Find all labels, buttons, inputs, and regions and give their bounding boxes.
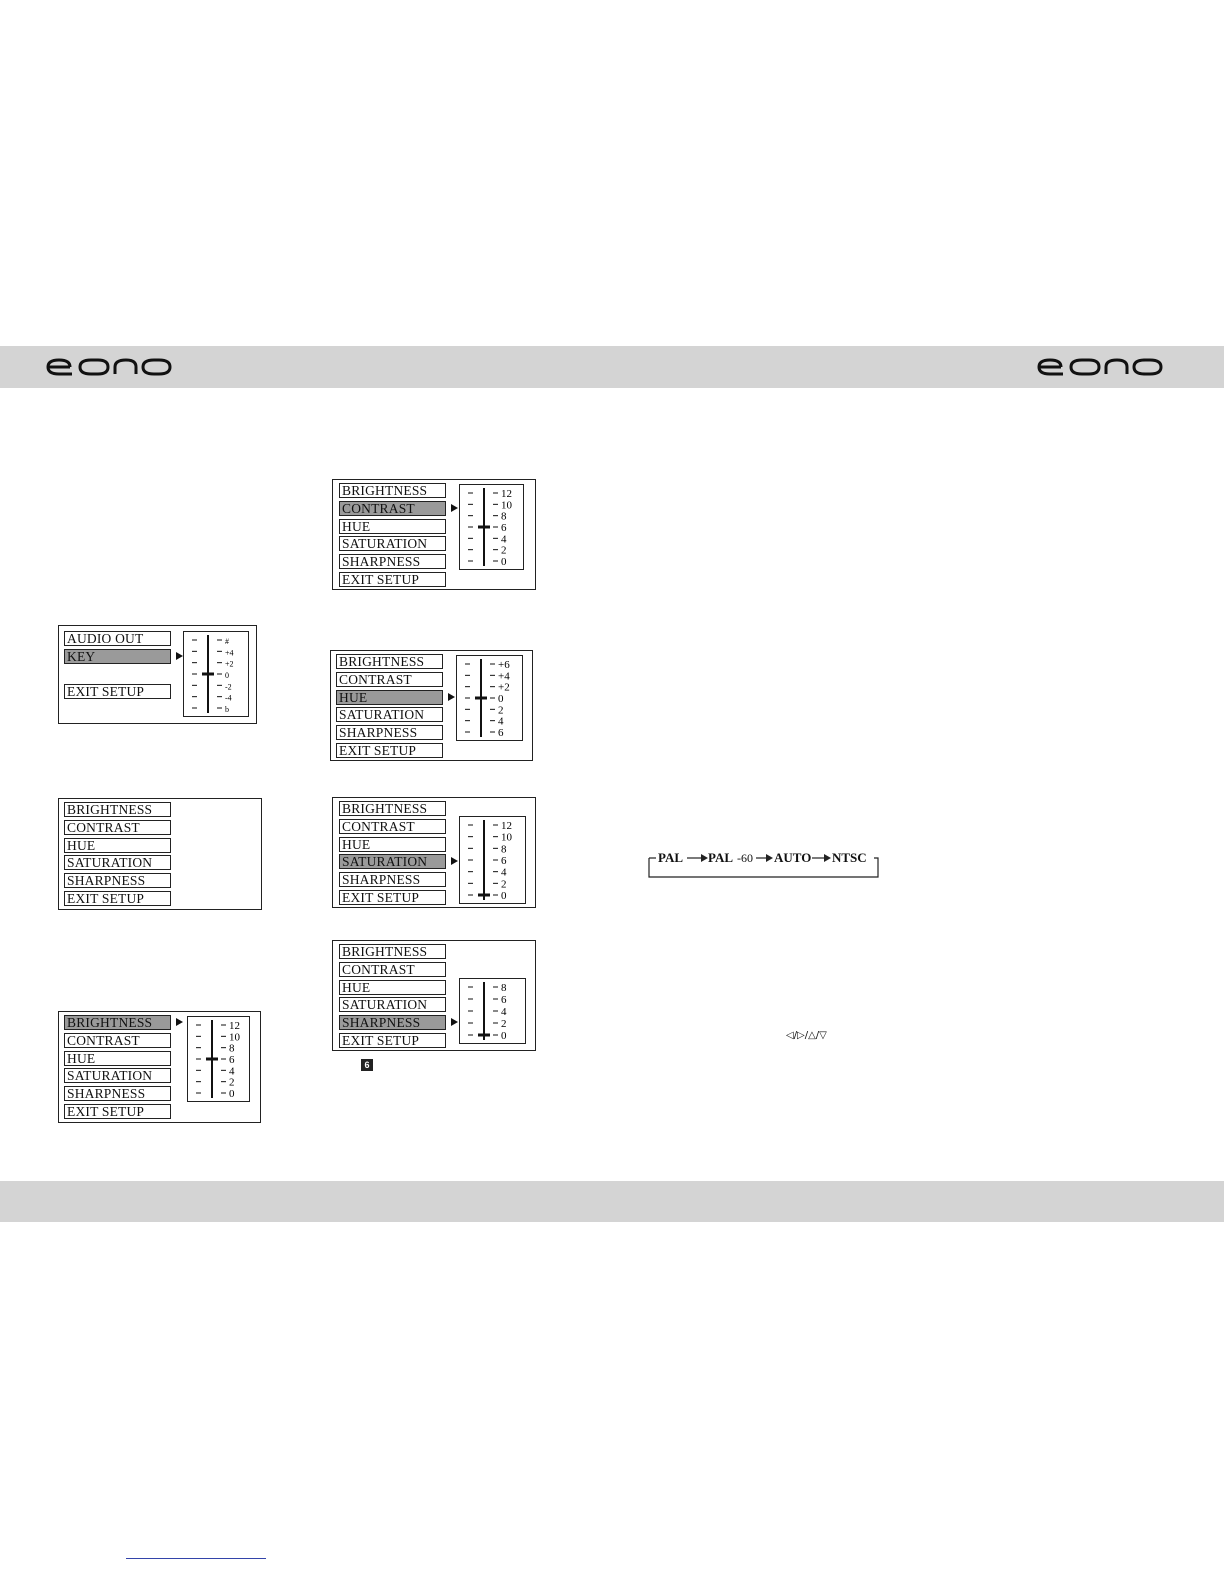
menu-item-exit-setup[interactable]: EXIT SETUP: [339, 572, 446, 587]
menu-item-brightness[interactable]: BRIGHTNESS: [339, 944, 446, 959]
saturation-menu-panel: [332, 797, 536, 908]
scale-label: 10: [229, 1031, 240, 1044]
selection-pointer-icon: [451, 857, 458, 865]
level-marker: [478, 526, 490, 529]
page-number-badge: 6: [361, 1059, 373, 1071]
menu-item-hue[interactable]: HUE: [339, 837, 446, 852]
scale-label: +2: [498, 681, 510, 694]
tv-system-flow: [648, 850, 880, 880]
menu-item-contrast[interactable]: CONTRAST: [339, 501, 446, 516]
flow-auto: AUTO: [774, 850, 812, 865]
scale-label: 10: [501, 831, 512, 844]
scale-label: 0: [229, 1088, 235, 1100]
scale-label: b: [225, 705, 229, 714]
menu-item-contrast[interactable]: CONTRAST: [339, 819, 446, 834]
scale-label: 0: [501, 1030, 507, 1042]
menu-item-exit-setup[interactable]: EXIT SETUP: [64, 1104, 171, 1119]
scale-label: 2: [501, 878, 507, 891]
arrow-right-icon: [766, 854, 773, 862]
selection-pointer-icon: [176, 652, 183, 660]
flow-pal: PAL: [658, 850, 684, 865]
scale-label: 8: [501, 510, 507, 523]
scale-label: 2: [498, 704, 504, 717]
audio-key-menu-panel: [58, 625, 257, 724]
menu-item-brightness[interactable]: BRIGHTNESS: [64, 802, 171, 817]
hue-menu-panel: [330, 650, 533, 761]
selection-pointer-icon: [451, 1018, 458, 1026]
menu-item-contrast[interactable]: CONTRAST: [339, 962, 446, 977]
scale-label: +6: [498, 659, 510, 671]
scale-label: 4: [501, 866, 507, 879]
selection-pointer-icon: [448, 693, 455, 701]
scale-label: 6: [229, 1054, 235, 1066]
brand-logo-left: [46, 358, 178, 376]
level-scale[interactable]: [456, 655, 523, 741]
scale-label: 6: [501, 855, 507, 867]
menu-item-hue[interactable]: HUE: [64, 838, 171, 853]
menu-item-brightness[interactable]: BRIGHTNESS: [336, 654, 443, 669]
brand-logo-right: [1037, 358, 1169, 376]
menu-item-saturation[interactable]: SATURATION: [339, 536, 446, 551]
scale-label: 12: [501, 820, 512, 832]
selection-pointer-icon: [176, 1018, 183, 1026]
selection-pointer-icon: [451, 504, 458, 512]
scale-label: 4: [229, 1065, 235, 1078]
level-scale[interactable]: [459, 978, 526, 1044]
scale-label: 2: [501, 544, 507, 557]
scale-label: 2: [229, 1076, 235, 1089]
menu-item-sharpness[interactable]: SHARPNESS: [339, 872, 446, 887]
menu-item-contrast[interactable]: CONTRAST: [64, 820, 171, 835]
scale-label: +4: [498, 670, 510, 683]
arrow-right-icon: [701, 854, 708, 862]
menu-item-sharpness[interactable]: SHARPNESS: [339, 554, 446, 569]
level-scale[interactable]: [187, 1016, 250, 1102]
scale-label: +4: [225, 648, 234, 658]
menu-item-saturation[interactable]: SATURATION: [339, 997, 446, 1012]
level-scale[interactable]: [183, 631, 249, 717]
scale-label: 0: [498, 693, 504, 705]
menu-item-exit-setup[interactable]: EXIT SETUP: [336, 743, 443, 758]
scale-label: 0: [501, 556, 507, 568]
navigation-arrows-icons: ◁/▷/△/▽: [786, 1030, 827, 1041]
level-marker: [478, 894, 490, 897]
scale-label: 8: [229, 1042, 235, 1055]
scale-label: 6: [501, 994, 507, 1006]
menu-item-hue[interactable]: HUE: [64, 1051, 171, 1066]
brand-text-left: eonon: [46, 358, 49, 359]
scale-label: +2: [225, 659, 234, 669]
brand-text-right: eonon: [1037, 358, 1040, 359]
bottom-link-underline: [126, 1558, 266, 1559]
menu-item-saturation[interactable]: SATURATION: [64, 855, 171, 870]
menu-item-contrast[interactable]: CONTRAST: [336, 672, 443, 687]
picture-menu-menu-panel: [58, 798, 262, 910]
menu-item-brightness[interactable]: BRIGHTNESS: [64, 1015, 171, 1030]
scale-label: 0: [501, 890, 507, 902]
scale-label: -2: [225, 682, 232, 692]
level-marker: [478, 1034, 490, 1037]
menu-item-sharpness[interactable]: SHARPNESS: [339, 1015, 446, 1030]
scale-label: #: [225, 637, 229, 646]
scale-label: 8: [501, 982, 507, 994]
flow-pal60: PAL: [708, 850, 734, 865]
scale-label: 12: [229, 1020, 240, 1032]
menu-item-sharpness[interactable]: SHARPNESS: [64, 1086, 171, 1101]
menu-item-brightness[interactable]: BRIGHTNESS: [339, 483, 446, 498]
scale-label: 4: [498, 715, 504, 728]
menu-item-hue[interactable]: HUE: [336, 690, 443, 705]
level-scale[interactable]: [459, 484, 524, 570]
scale-label: 12: [501, 488, 512, 500]
scale-label: 6: [501, 522, 507, 534]
level-marker: [475, 697, 487, 700]
menu-item-contrast[interactable]: CONTRAST: [64, 1033, 171, 1048]
scale-label: 6: [498, 727, 504, 739]
level-marker: [206, 1058, 218, 1061]
scale-label: 2: [501, 1018, 507, 1030]
arrow-right-icon: [824, 854, 831, 862]
menu-item-key[interactable]: KEY: [64, 649, 171, 664]
menu-item-exit-setup[interactable]: EXIT SETUP: [64, 684, 171, 699]
level-marker: [202, 673, 214, 676]
menu-item-sharpness[interactable]: SHARPNESS: [336, 725, 443, 740]
scale-label: 8: [501, 843, 507, 856]
menu-item-exit-setup[interactable]: EXIT SETUP: [339, 1033, 446, 1048]
scale-label: -4: [225, 693, 232, 703]
menu-item-saturation[interactable]: SATURATION: [336, 707, 443, 722]
scale-label: 4: [501, 533, 507, 546]
menu-item-hue[interactable]: HUE: [339, 519, 446, 534]
header-band: [0, 346, 1224, 388]
menu-item-exit-setup[interactable]: EXIT SETUP: [339, 890, 446, 905]
menu-item-hue[interactable]: HUE: [339, 980, 446, 995]
footer-band: [0, 1181, 1224, 1222]
menu-item-exit-setup[interactable]: EXIT SETUP: [64, 891, 171, 906]
scale-label: 0: [225, 671, 229, 680]
menu-item-audio-out[interactable]: AUDIO OUT: [64, 631, 171, 646]
menu-item-saturation[interactable]: SATURATION: [64, 1068, 171, 1083]
brightness-menu-panel: [58, 1011, 261, 1123]
scale-label: 10: [501, 499, 512, 512]
flow-pal60-suffix: -60: [737, 851, 753, 865]
level-scale[interactable]: [459, 816, 526, 904]
scale-label: 4: [501, 1006, 507, 1018]
sharpness-menu-panel: [332, 940, 536, 1051]
contrast-menu-panel: [332, 479, 536, 590]
flow-ntsc: NTSC: [832, 850, 867, 865]
menu-item-brightness[interactable]: BRIGHTNESS: [339, 801, 446, 816]
menu-item-saturation[interactable]: SATURATION: [339, 854, 446, 869]
menu-item-sharpness[interactable]: SHARPNESS: [64, 873, 171, 888]
